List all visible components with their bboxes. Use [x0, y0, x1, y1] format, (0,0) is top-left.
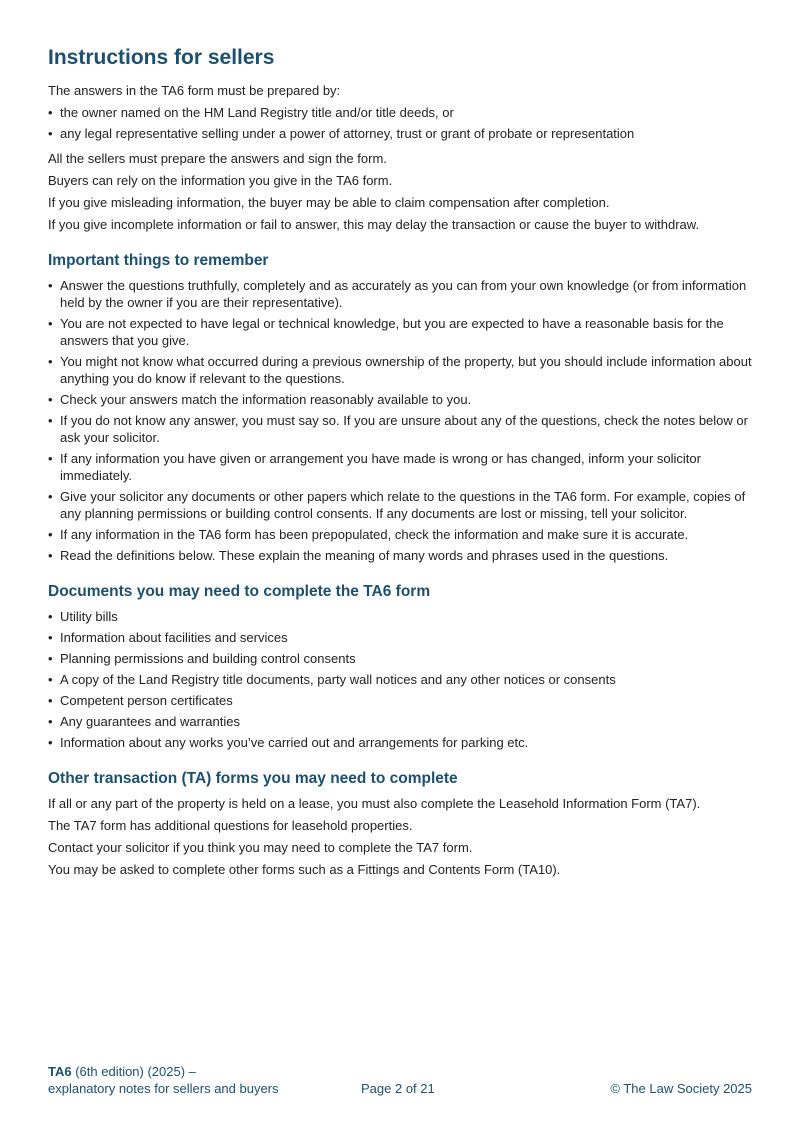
bullet-icon: •: [48, 672, 53, 687]
footer-copyright: © The Law Society 2025: [610, 1081, 752, 1096]
page-footer: [48, 1063, 752, 1099]
list-item: • If any information you have given or arrangement you have made is wrong or has changed, inform your solicitor immediately.: [48, 451, 701, 483]
list-item: • Check your answers match the information reasonably available to you.: [48, 392, 472, 407]
footer-form-code: TA6: [48, 1064, 72, 1079]
other-forms-paragraph: The TA7 form has additional questions for leasehold properties.: [48, 818, 413, 833]
list-item: • If any information in the TA6 form has been prepopulated, check the information and make sure it is accurate.: [48, 527, 689, 542]
bullet-icon: •: [48, 693, 53, 708]
intro-lead: The answers in the TA6 form must be prepared by:: [48, 83, 341, 98]
footer-form-info: [48, 1063, 279, 1097]
bullet-icon: •: [48, 451, 53, 466]
important-heading: Important things to remember: [48, 252, 269, 269]
list-item: • Answer the questions truthfully, completely and as accurately as you can from your own knowledge (or from information held by the owner if you are their representative).: [48, 278, 747, 310]
other-forms-paragraph: If all or any part of the property is held on a lease, you must also complete the Leasehold Information Form (TA7).: [48, 796, 701, 811]
intro-paragraph: All the sellers must prepare the answers and sign the form.: [48, 151, 387, 166]
bullet-icon: •: [48, 105, 53, 120]
list-item: • Competent person certificates: [48, 693, 233, 708]
other-forms-heading: Other transaction (TA) forms you may need to complete: [48, 770, 458, 787]
list-item: • Utility bills: [48, 609, 118, 624]
list-item: • Any guarantees and warranties: [48, 714, 240, 729]
intro-list: [48, 104, 760, 142]
footer-edition: (6th edition) (2025) –: [71, 1064, 196, 1079]
documents-list: [48, 608, 760, 751]
footer-page-number: Page 2 of 21: [361, 1081, 435, 1096]
list-item: • If you do not know any answer, you must say so. If you are unsure about any of the questions, check the notes below or ask your solicitor.: [48, 413, 748, 445]
list-item: • You are not expected to have legal or technical knowledge, but you are expected to have a reasonable basis for the answers that you give.: [48, 316, 724, 348]
list-item: • Read the definitions below. These explain the meaning of many words and phrases used in the questions.: [48, 548, 669, 563]
bullet-icon: •: [48, 548, 53, 563]
list-item: • any legal representative selling under a power of attorney, trust or grant of probate or representation: [48, 126, 635, 141]
page-title: Instructions for sellers: [48, 46, 275, 69]
list-item: • Information about facilities and services: [48, 630, 288, 645]
list-item: • the owner named on the HM Land Registry title and/or title deeds, or: [48, 105, 454, 120]
bullet-icon: •: [48, 126, 53, 141]
bullet-icon: •: [48, 354, 53, 369]
bullet-icon: •: [48, 714, 53, 729]
list-item: • A copy of the Land Registry title documents, party wall notices and any other notices or consents: [48, 672, 616, 687]
bullet-icon: •: [48, 651, 53, 666]
list-item: • You might not know what occurred during a previous ownership of the property, but you should include information about anything you do know if relevant to the questions.: [48, 354, 752, 386]
bullet-icon: •: [48, 278, 53, 293]
bullet-icon: •: [48, 392, 53, 407]
list-item: • Planning permissions and building control consents: [48, 651, 356, 666]
intro-paragraph: Buyers can rely on the information you give in the TA6 form.: [48, 173, 393, 188]
important-list: [48, 277, 760, 564]
bullet-icon: •: [48, 609, 53, 624]
list-item: • Give your solicitor any documents or other papers which relate to the questions in the TA6 form. For example, copies of any planning permissions or building control consents. If any documents are lost or missing, tell your solicitor.: [48, 489, 746, 521]
page-content: [48, 44, 760, 883]
intro-paragraph: If you give misleading information, the buyer may be able to claim compensation after completion.: [48, 195, 610, 210]
bullet-icon: •: [48, 527, 53, 542]
footer-subtitle: explanatory notes for sellers and buyers: [48, 1081, 279, 1096]
bullet-icon: •: [48, 413, 53, 428]
bullet-icon: •: [48, 316, 53, 331]
other-forms-paragraph: Contact your solicitor if you think you may need to complete the TA7 form.: [48, 840, 473, 855]
other-forms-paragraph: You may be asked to complete other forms such as a Fittings and Contents Form (TA10).: [48, 862, 561, 877]
intro-paragraph: If you give incomplete information or fail to answer, this may delay the transaction or cause the buyer to withdraw.: [48, 217, 700, 232]
documents-heading: Documents you may need to complete the TA6 form: [48, 583, 431, 600]
bullet-icon: •: [48, 489, 53, 504]
list-item: • Information about any works you’ve carried out and arrangements for parking etc.: [48, 735, 529, 750]
bullet-icon: •: [48, 630, 53, 645]
bullet-icon: •: [48, 735, 53, 750]
